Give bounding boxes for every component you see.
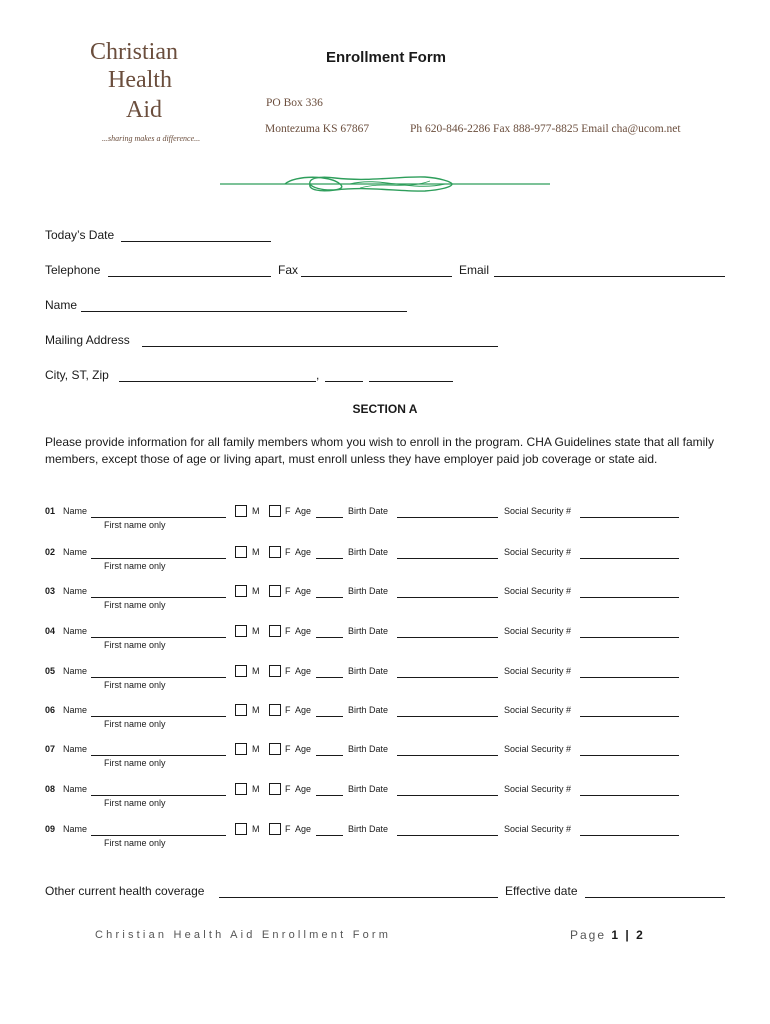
member-name-field[interactable] <box>91 795 226 796</box>
ssn-field[interactable] <box>580 558 679 559</box>
member-row <box>0 505 770 535</box>
female-label: F <box>285 547 291 557</box>
age-field[interactable] <box>316 835 343 836</box>
todays-date-field[interactable] <box>121 241 271 242</box>
age-field[interactable] <box>316 597 343 598</box>
male-label: M <box>252 824 260 834</box>
member-name-field[interactable] <box>91 558 226 559</box>
member-name-label: Name <box>63 586 88 596</box>
ssn-label: Social Security # <box>504 547 572 557</box>
male-checkbox[interactable] <box>235 704 247 716</box>
birth-date-field[interactable] <box>397 637 498 638</box>
member-name-field[interactable] <box>91 597 226 598</box>
ssn-field[interactable] <box>580 597 679 598</box>
ssn-label: Social Security # <box>504 626 572 636</box>
ssn-field[interactable] <box>580 637 679 638</box>
birth-date-field[interactable] <box>397 517 498 518</box>
member-name-label: Name <box>63 626 88 636</box>
age-label: Age <box>295 784 312 794</box>
page-current: 1 <box>611 928 621 942</box>
member-row <box>0 783 770 813</box>
logo-line-health: Health <box>108 67 172 93</box>
age-field[interactable] <box>316 637 343 638</box>
ssn-label: Social Security # <box>504 586 572 596</box>
city-field[interactable] <box>119 381 316 382</box>
first-name-only-hint: First name only <box>104 680 166 690</box>
first-name-only-hint: First name only <box>104 561 166 571</box>
first-name-only-hint: First name only <box>104 758 166 768</box>
age-label: Age <box>295 547 312 557</box>
member-name-field[interactable] <box>91 835 226 836</box>
age-label: Age <box>295 824 312 834</box>
member-name-label: Name <box>63 666 88 676</box>
city-st-zip-label: City, ST, Zip <box>45 368 109 382</box>
female-label: F <box>285 824 291 834</box>
age-field[interactable] <box>316 716 343 717</box>
birth-date-field[interactable] <box>397 755 498 756</box>
female-checkbox[interactable] <box>269 505 281 517</box>
fax-field[interactable] <box>301 276 452 277</box>
female-checkbox[interactable] <box>269 546 281 558</box>
female-checkbox[interactable] <box>269 743 281 755</box>
member-number: 05 <box>45 666 56 676</box>
decorative-flourish-divider <box>220 172 550 194</box>
age-field[interactable] <box>316 755 343 756</box>
age-field[interactable] <box>316 517 343 518</box>
birth-date-label: Birth Date <box>348 586 389 596</box>
name-field[interactable] <box>81 311 407 312</box>
female-checkbox[interactable] <box>269 783 281 795</box>
birth-date-label: Birth Date <box>348 824 389 834</box>
male-label: M <box>252 705 260 715</box>
member-number: 03 <box>45 586 56 596</box>
birth-date-label: Birth Date <box>348 784 389 794</box>
birth-date-field[interactable] <box>397 835 498 836</box>
male-checkbox[interactable] <box>235 823 247 835</box>
ssn-label: Social Security # <box>504 784 572 794</box>
age-label: Age <box>295 506 312 516</box>
ssn-label: Social Security # <box>504 824 572 834</box>
section-a-instructions: Please provide information for all family members whom you wish to enroll in the program. CHA Guidelines state that all family members, except those of age or living apart, must enroll unless they have employer paid job coverage or state aid. <box>45 435 714 466</box>
age-field[interactable] <box>316 677 343 678</box>
member-number: 06 <box>45 705 56 715</box>
female-label: F <box>285 586 291 596</box>
member-row <box>0 823 770 853</box>
birth-date-label: Birth Date <box>348 705 389 715</box>
age-label: Age <box>295 705 312 715</box>
organization-logo <box>90 40 220 150</box>
telephone-label: Telephone <box>45 263 101 277</box>
birth-date-field[interactable] <box>397 558 498 559</box>
member-name-label: Name <box>63 705 88 715</box>
male-label: M <box>252 784 260 794</box>
member-number: 08 <box>45 784 56 794</box>
mailing-address-field[interactable] <box>142 346 498 347</box>
male-label: M <box>252 506 260 516</box>
effective-date-field[interactable] <box>585 897 725 898</box>
ssn-field[interactable] <box>580 835 679 836</box>
age-label: Age <box>295 586 312 596</box>
ssn-field[interactable] <box>580 716 679 717</box>
male-checkbox[interactable] <box>235 743 247 755</box>
footer-page-number <box>570 928 645 942</box>
member-name-label: Name <box>63 744 88 754</box>
member-row <box>0 585 770 615</box>
birth-date-label: Birth Date <box>348 666 389 676</box>
birth-date-field[interactable] <box>397 597 498 598</box>
first-name-only-hint: First name only <box>104 719 166 729</box>
member-row <box>0 665 770 695</box>
male-checkbox[interactable] <box>235 625 247 637</box>
fax-label: Fax <box>278 263 299 277</box>
telephone-field[interactable] <box>108 276 271 277</box>
contact-info: Ph 620-846-2286 Fax 888-977-8825 Email cha@ucom.net <box>410 123 681 135</box>
member-name-field[interactable] <box>91 716 226 717</box>
age-label: Age <box>295 666 312 676</box>
form-title: Enrollment Form <box>326 49 447 66</box>
mailing-address-label: Mailing Address <box>45 333 130 347</box>
age-field[interactable] <box>316 558 343 559</box>
effective-date-label: Effective date <box>505 884 578 898</box>
page-separator: | <box>625 928 631 942</box>
member-row <box>0 704 770 734</box>
ssn-field[interactable] <box>580 517 679 518</box>
member-number: 02 <box>45 547 56 557</box>
page-total: 2 <box>636 928 645 942</box>
female-label: F <box>285 705 291 715</box>
email-label: Email <box>459 263 490 277</box>
ssn-label: Social Security # <box>504 666 572 676</box>
female-checkbox[interactable] <box>269 665 281 677</box>
member-name-label: Name <box>63 547 88 557</box>
member-number: 09 <box>45 824 56 834</box>
ssn-field[interactable] <box>580 677 679 678</box>
ssn-label: Social Security # <box>504 506 572 516</box>
page-label: Page <box>570 928 607 942</box>
male-checkbox[interactable] <box>235 783 247 795</box>
member-row <box>0 743 770 773</box>
member-row <box>0 625 770 655</box>
female-checkbox[interactable] <box>269 823 281 835</box>
member-name-field[interactable] <box>91 517 226 518</box>
ssn-label: Social Security # <box>504 705 572 715</box>
member-name-field[interactable] <box>91 637 226 638</box>
birth-date-label: Birth Date <box>348 744 389 754</box>
comma-separator: , <box>316 368 320 382</box>
ssn-field[interactable] <box>580 755 679 756</box>
male-label: M <box>252 744 260 754</box>
birth-date-label: Birth Date <box>348 506 389 516</box>
other-coverage-field[interactable] <box>219 897 498 898</box>
ssn-label: Social Security # <box>504 744 572 754</box>
birth-date-label: Birth Date <box>348 626 389 636</box>
member-name-label: Name <box>63 506 88 516</box>
birth-date-label: Birth Date <box>348 547 389 557</box>
female-label: F <box>285 744 291 754</box>
todays-date-label: Today’s Date <box>45 228 115 242</box>
email-field[interactable] <box>494 276 725 277</box>
male-checkbox[interactable] <box>235 585 247 597</box>
member-name-field[interactable] <box>91 755 226 756</box>
birth-date-field[interactable] <box>397 795 498 796</box>
other-coverage-label: Other current health coverage <box>45 884 205 898</box>
state-field[interactable] <box>325 381 363 382</box>
footer-document-title: Christian Health Aid Enrollment Form <box>95 929 392 941</box>
female-label: F <box>285 666 291 676</box>
section-a-heading: SECTION A <box>352 402 418 416</box>
male-label: M <box>252 586 260 596</box>
member-name-field[interactable] <box>91 677 226 678</box>
first-name-only-hint: First name only <box>104 520 166 530</box>
member-row <box>0 546 770 576</box>
age-label: Age <box>295 626 312 636</box>
first-name-only-hint: First name only <box>104 838 166 848</box>
female-label: F <box>285 784 291 794</box>
member-name-label: Name <box>63 824 88 834</box>
male-checkbox[interactable] <box>235 546 247 558</box>
first-name-only-hint: First name only <box>104 600 166 610</box>
member-number: 07 <box>45 744 56 754</box>
age-label: Age <box>295 744 312 754</box>
member-number: 04 <box>45 626 56 636</box>
birth-date-field[interactable] <box>397 716 498 717</box>
po-box: PO Box 336 <box>266 97 323 109</box>
member-number: 01 <box>45 506 56 516</box>
female-label: F <box>285 506 291 516</box>
logo-line-aid: Aid <box>126 97 162 123</box>
male-checkbox[interactable] <box>235 505 247 517</box>
age-field[interactable] <box>316 795 343 796</box>
logo-line-christian: Christian <box>90 39 178 65</box>
male-label: M <box>252 666 260 676</box>
male-label: M <box>252 626 260 636</box>
female-checkbox[interactable] <box>269 585 281 597</box>
female-label: F <box>285 626 291 636</box>
member-name-label: Name <box>63 784 88 794</box>
first-name-only-hint: First name only <box>104 798 166 808</box>
first-name-only-hint: First name only <box>104 640 166 650</box>
name-label: Name <box>45 298 78 312</box>
zip-field[interactable] <box>369 381 453 382</box>
ssn-field[interactable] <box>580 795 679 796</box>
male-checkbox[interactable] <box>235 665 247 677</box>
female-checkbox[interactable] <box>269 625 281 637</box>
female-checkbox[interactable] <box>269 704 281 716</box>
birth-date-field[interactable] <box>397 677 498 678</box>
city-address: Montezuma KS 67867 <box>265 123 370 135</box>
male-label: M <box>252 547 260 557</box>
logo-tagline: ...sharing makes a difference... <box>102 134 201 143</box>
